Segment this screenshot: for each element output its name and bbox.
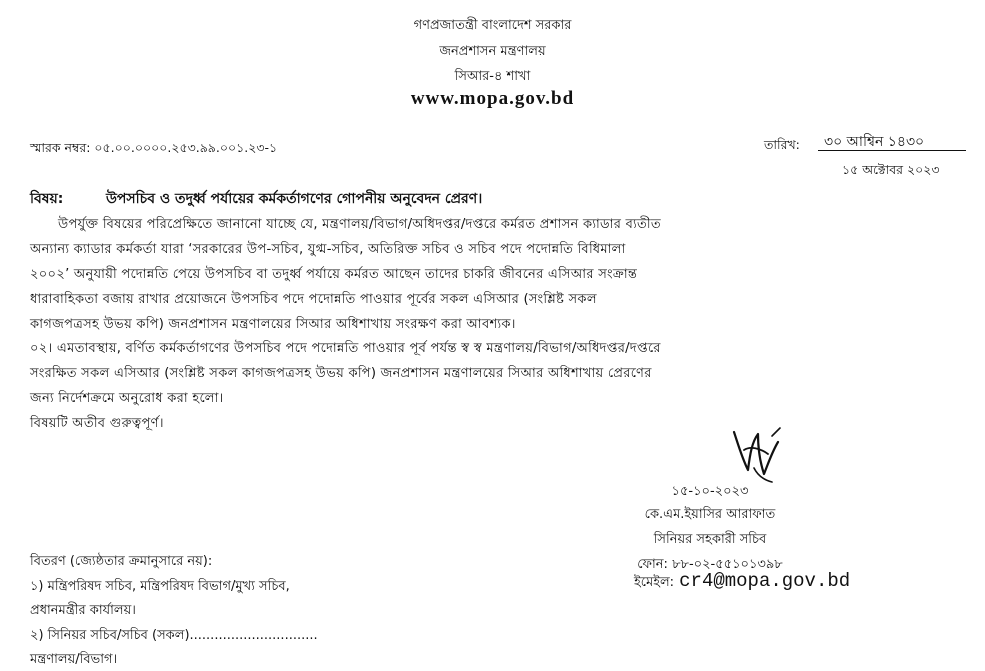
date-english: ১৫ অক্টোবর ২০২৩ [842, 162, 940, 177]
date-label: তারিখ: [764, 137, 800, 152]
distribution-item: প্রধানমন্ত্রীর কার্যালয়। [30, 603, 136, 618]
section-name: সিআর-৪ শাখা [454, 69, 531, 84]
distribution-heading: বিতরণ (জ্যেষ্ঠতার ক্রমানুসারে নয়): [30, 554, 213, 569]
signature-scribble [728, 424, 788, 486]
distribution-item: মন্ত্রণালয়/বিভাগ। [30, 652, 118, 667]
date-underline [818, 150, 966, 151]
para2-line: জন্য নির্দেশক্রমে অনুরোধ করা হলো। [30, 391, 224, 406]
email-link[interactable]: cr4@mopa.gov.bd [679, 570, 851, 592]
distribution-item: ২) সিনিয়র সচিব/সচিব (সকল)............................... [30, 628, 318, 643]
closing-line: বিষয়টি অতীব গুরুত্বপূর্ণ। [30, 416, 164, 431]
memo-reference-number: স্মারক নম্বর: ০৫.০০.০০০০.২৫৩.৯৯.০০১.২৩-১ [30, 140, 278, 155]
signature-date: ১৫-১০-২০২৩ [671, 484, 749, 499]
date-bangla: ৩০ আশ্বিন ১৪৩০ [824, 134, 925, 150]
signatory-name: কে.এম.ইয়াসির আরাফাত [644, 507, 776, 522]
subject-text: উপসচিব ও তদুর্ধ্ব পর্যায়ের কর্মকর্তাগণের গোপনীয় অনুবেদন প্রেরণ। [106, 191, 483, 207]
ministry-name: জনপ্রশাসন মন্ত্রণালয় [439, 44, 546, 59]
signatory-designation: সিনিয়র সহকারী সচিব [653, 532, 767, 547]
date-bangla-box [818, 126, 966, 152]
website-link[interactable]: www.mopa.gov.bd [410, 88, 575, 109]
para1-line: উপর্যুক্ত বিষয়ের পরিপ্রেক্ষিতে জানানো যাচ্ছে যে, মন্ত্রণালয়/বিভাগ/অধিদপ্তর/দপ্তরে কর্মরত প্রশাসন ক্যাডার ব্যতীত [58, 217, 661, 232]
para1-line: ধারাবাহিকতা বজায় রাখার প্রয়োজনে উপসচিব পদে পদোন্নতি পাওয়ার পূর্বের সকল এসিআর (সংশ্লিষ্ট সকল [30, 292, 597, 307]
distribution-item: ১) মন্ত্রিপরিষদ সচিব, মন্ত্রিপরিষদ বিভাগ/মুখ্য সচিব, [30, 579, 290, 594]
email-label: ইমেইল: [634, 575, 675, 590]
para2-line: ০২। এমতাবস্থায়, বর্ণিত কর্মকর্তাগণের উপসচিব পদে পদোন্নতি পাওয়ার পূর্ব পর্যন্ত স্ব স্ব মন্ত্রণালয়/বিভাগ/অধিদপ্তর/দপ্তরে [30, 341, 661, 356]
para1-line: অন্যান্য ক্যাডার কর্মকর্তা যারা ‘সরকারের উপ-সচিব, যুগ্ম-সচিব, অতিরিক্ত সচিব ও সচিব পদে পদোন্নতি বিধিমালা [30, 242, 626, 257]
signatory-phone: ফোন: ৮৮-০২-৫৫১০১৩৯৮ [637, 557, 783, 572]
para1-line: কাগজপত্রসহ উভয় কপি) জনপ্রশাসন মন্ত্রণালয়ের সিআর অধিশাখায় সংরক্ষণ করা আবশ্যক। [30, 317, 516, 332]
para2-line: সংরক্ষিত সকল এসিআর (সংশ্লিষ্ট সকল কাগজপত্রসহ উভয় কপি) জনপ্রশাসন মন্ত্রণালয়ের সিআর অধিশাখায় প্রেরণের [30, 366, 652, 381]
govt-name: গণপ্রজাতন্ত্রী বাংলাদেশ সরকার [413, 18, 572, 33]
subject-label: বিষয়: [30, 191, 64, 207]
email-row [634, 570, 850, 594]
para1-line: ২০০২’ অনুযায়ী পদোন্নতি পেয়ে উপসচিব বা তদুর্ধ্ব পর্যায়ে কর্মরত আছেন তাদের চাকরি জীবনের এসিআর সংক্রান্ত [30, 267, 638, 282]
